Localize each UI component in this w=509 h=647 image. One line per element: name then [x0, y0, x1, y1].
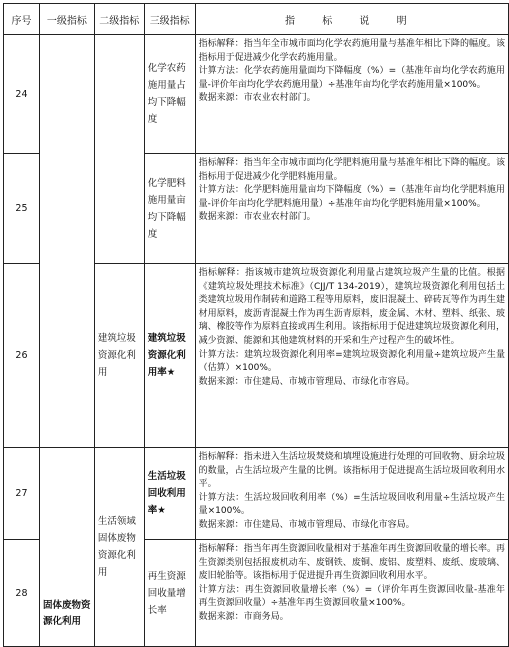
- table-row: [4, 35, 509, 154]
- desc-explanation: 指标解释：指当年再生资源回收量相对于基准年再生资源回收量的增长率。再生资源类别包括报废机动车、废钢铁、废铜、废铝、废塑料、废纸、废玻璃、废旧轮胎等。该指标用于促进提升再生资源回收利用水平。: [198, 544, 505, 582]
- level2-cell-empty: [94, 35, 144, 264]
- description-cell: [195, 264, 508, 448]
- header-no: 序号: [4, 4, 40, 35]
- header-level1: 一级指标: [39, 4, 94, 35]
- desc-source: 数据来源：市农业农村部门。: [198, 212, 316, 223]
- table-row: [4, 448, 509, 540]
- row-number: 27: [4, 448, 40, 540]
- desc-explanation: 指标解释：指未进入生活垃圾焚烧和填埋设施进行处理的可回收物、厨余垃圾的数量，占生活垃圾产生量的比例。该指标用于促进提高生活垃圾回收利用水平。: [198, 452, 505, 490]
- desc-explanation: 指标解释：指当年全市城市面均化学肥料施用量与基准年相比下降的幅度。该指标用于促进减少化学肥料施用量。: [198, 158, 505, 182]
- desc-source: 数据来源：市农业农村部门。: [198, 93, 316, 104]
- desc-method: 计算方法：化学肥料施用量亩均下降幅度（%）=（基准年亩均化学肥料施用量-评价年亩均化学肥料施用量）÷基准年亩均化学肥料施用量×100%。: [198, 185, 505, 209]
- header-level2: 二级指标: [94, 4, 144, 35]
- desc-method: 计算方法：再生资源回收量增长率（%）=（评价年再生资源回收量-基准年再生资源回收量）÷基准年再生资源回收量×100%。: [198, 584, 505, 609]
- row-number: 28: [4, 540, 40, 647]
- header-desc: 指 标 说 明: [195, 4, 508, 35]
- level1-cell-empty: [39, 35, 94, 448]
- header-row: [4, 4, 509, 35]
- level3-cell: 再生资源回收量增长率: [144, 540, 195, 647]
- row-number: 24: [4, 35, 40, 154]
- desc-source: 数据来源：市商务局。: [198, 611, 289, 622]
- level3-cell: 建筑垃圾资源化利用率★: [144, 264, 195, 448]
- desc-method: 计算方法：建筑垃圾资源化利用率=建筑垃圾资源化利用量÷建筑垃圾产生量（估算）×100%。: [198, 349, 505, 374]
- header-level3: 三级指标: [144, 4, 195, 35]
- description-cell: [195, 154, 508, 264]
- level3-cell: 化学农药施用量占均下降幅度: [144, 35, 195, 154]
- indicator-table: [3, 3, 509, 647]
- level2-cell: 建筑垃圾资源化利用: [94, 264, 144, 448]
- desc-explanation: 指标解释：指该城市建筑垃圾资源化利用量占建筑垃圾产生量的比值。根据《建筑垃圾处理技术标准》（CJJ/T 134-2019），建筑垃圾资源化利用包括土类建筑垃圾用作制砖和道路工程等用原料，废旧混凝土、碎砖瓦等作为再生建材用原料，废沥青混凝土作为再生沥青原料，废金属、木材、塑料、纸张、玻璃、橡胶等作为原料直接或再生利用。该指标用于促进建筑垃圾资源化利用，减少资源、能源和其他建筑材料的开采和生产过程产生的破坏性。: [198, 268, 505, 346]
- row-number: 25: [4, 154, 40, 264]
- description-cell: [195, 540, 508, 647]
- desc-method: 计算方法：化学农药施用量面均下降幅度（%）=（基准年亩均化学农药施用量-评价年亩均化学农药施用量）÷基准年亩均化学农药施用量×100%。: [198, 66, 505, 90]
- level3-cell: 生活垃圾回收利用率★: [144, 448, 195, 540]
- desc-method: 计算方法：生活垃圾回收利用率（%）=生活垃圾回收利用量÷生活垃圾产生量×100%。: [198, 492, 505, 517]
- row-number: 26: [4, 264, 40, 448]
- level2-cell: 生活领域固体废物资源化利用: [94, 448, 144, 647]
- description-cell: [195, 35, 508, 154]
- level3-cell: 化学肥料施用量亩均下降幅度: [144, 154, 195, 264]
- level1-cell: 固体废物资源化利用: [39, 448, 94, 647]
- desc-source: 数据来源：市住建局、市城市管理局、市绿化市容局。: [198, 519, 415, 530]
- desc-explanation: 指标解释：指当年全市城市面均化学农药施用量与基准年相比下降的幅度。该指标用于促进减少化学农药施用量。: [198, 39, 505, 63]
- description-cell: [195, 448, 508, 540]
- desc-source: 数据来源：市住建局、市城市管理局、市绿化市容局。: [198, 376, 415, 387]
